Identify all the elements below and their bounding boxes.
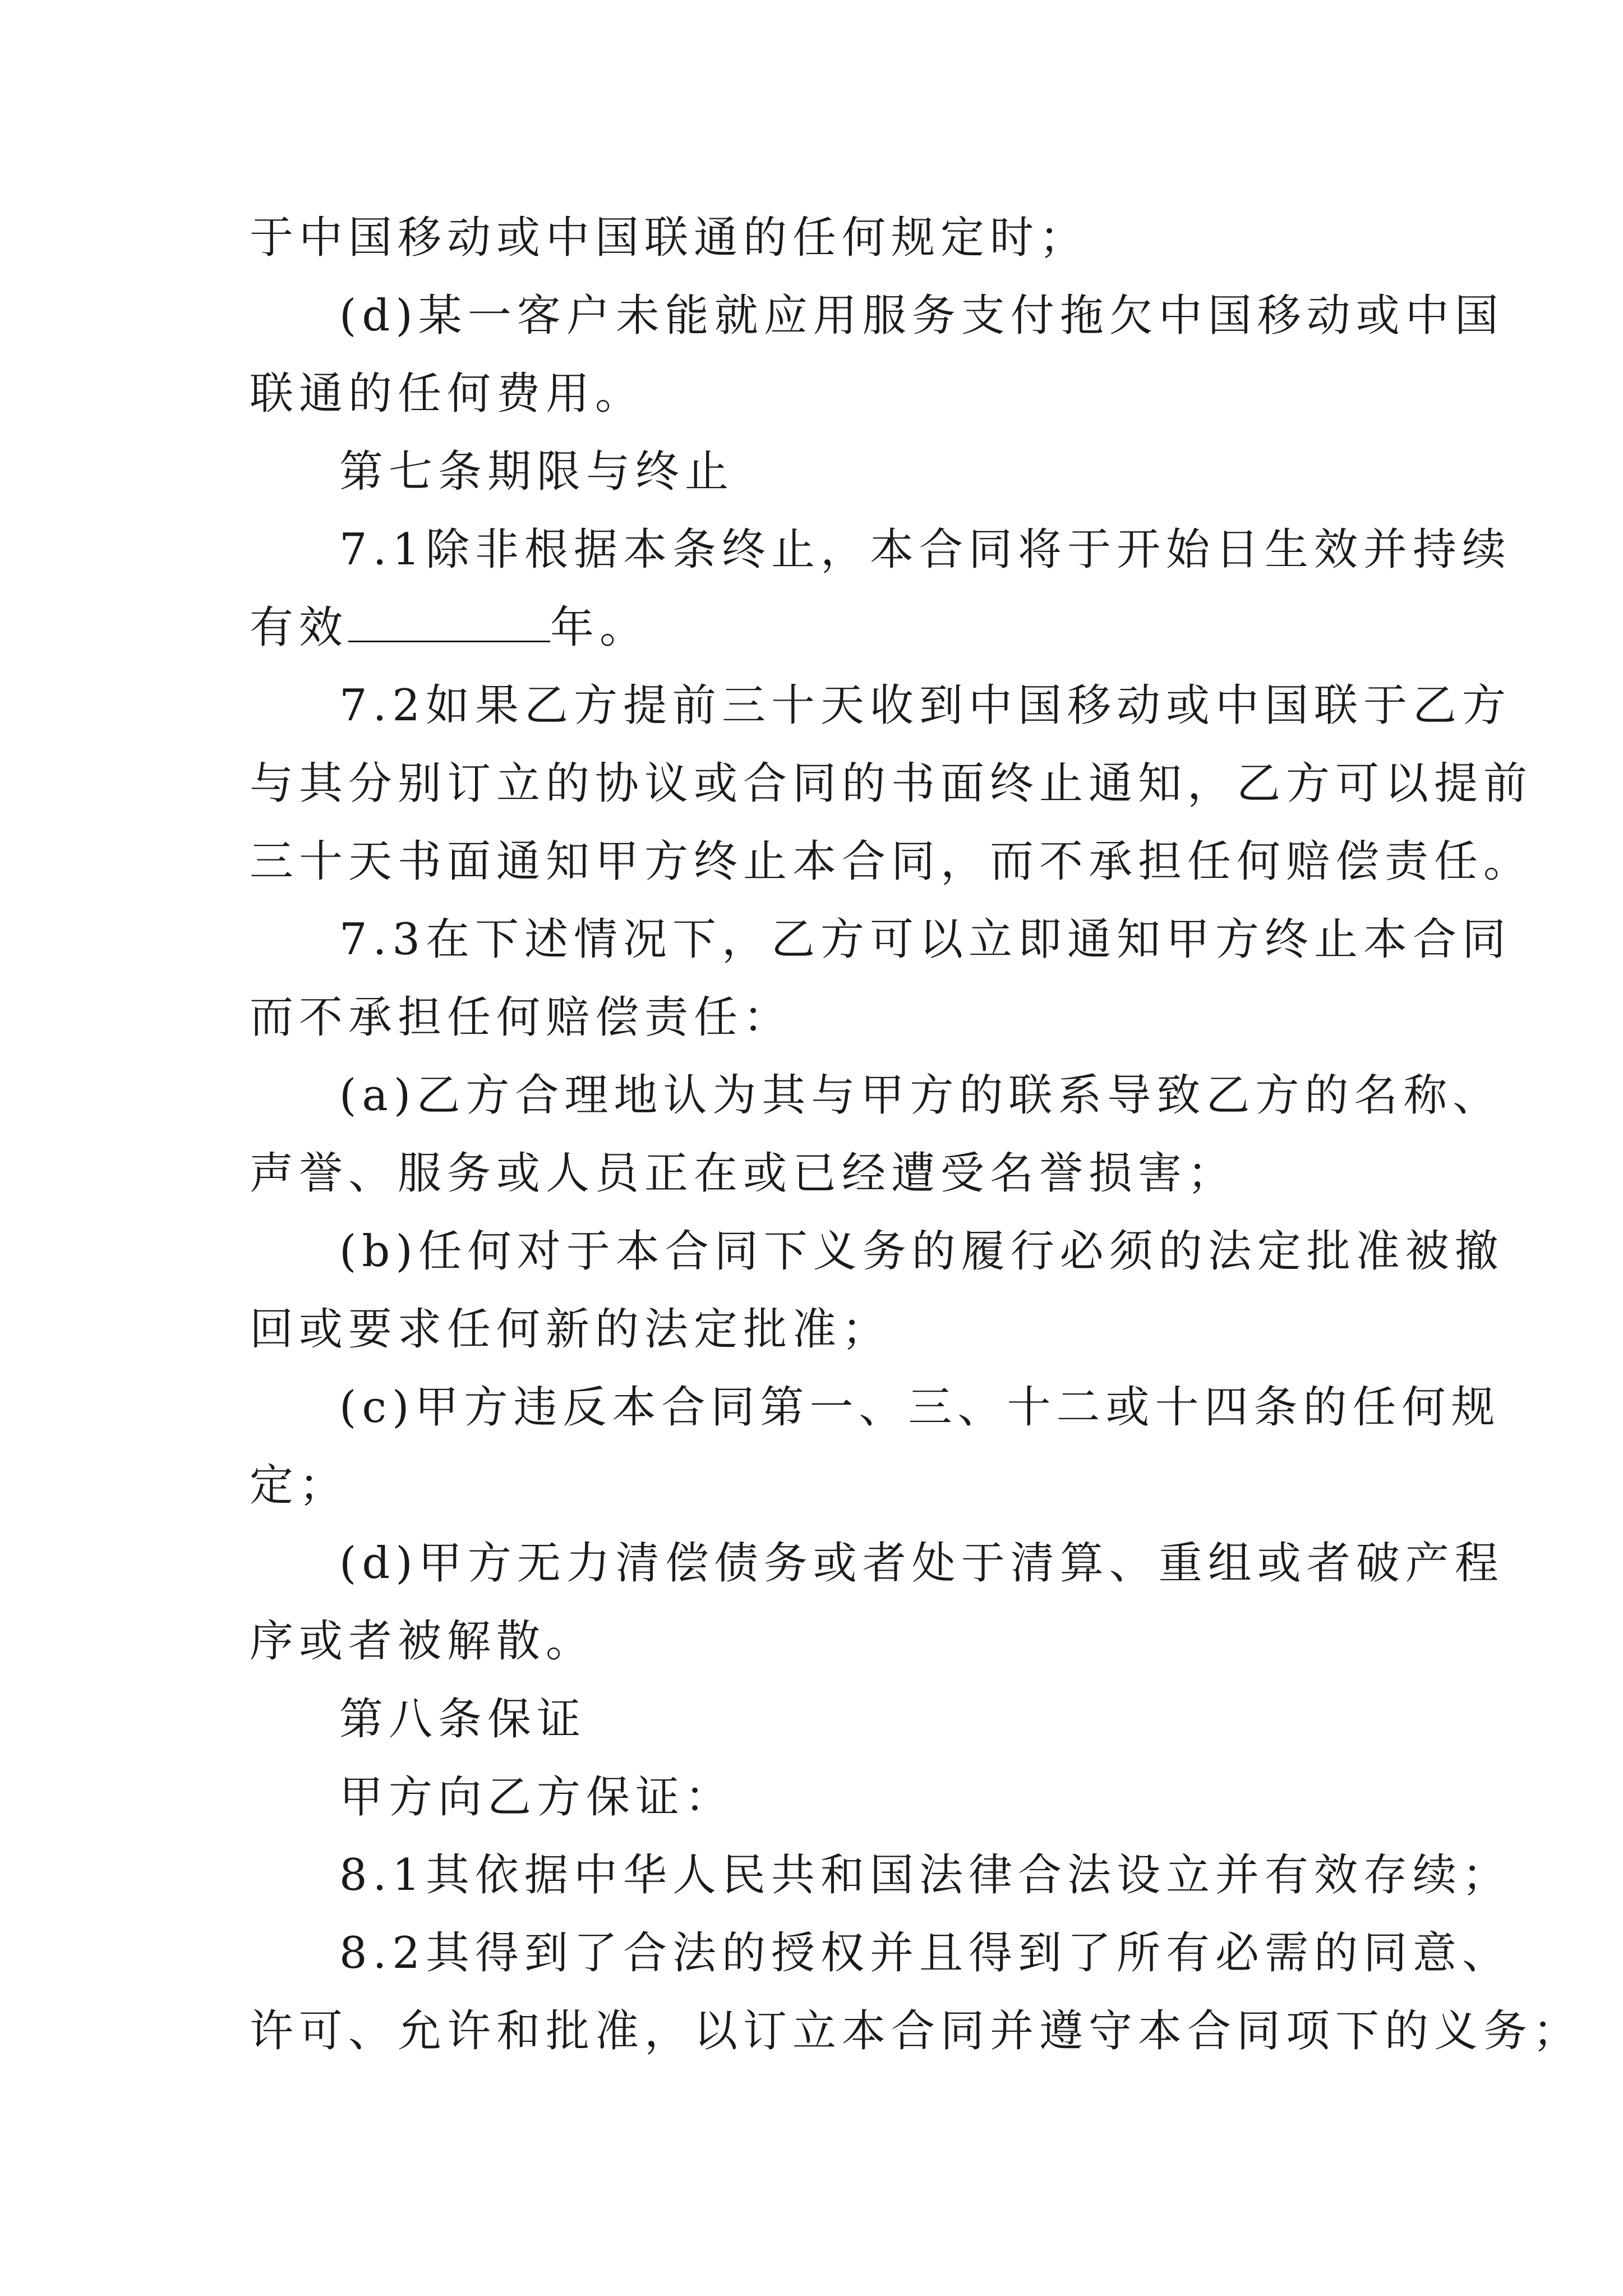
clause-8-1: 8.1其依据中华人民共和国法律合法设立并有效存续； xyxy=(339,1850,1512,1901)
text-line: 联通的任何费用。 xyxy=(250,369,645,419)
clause-d: (d)某一客户未能就应用服务支付拖欠中国移动或中国 xyxy=(339,291,1504,341)
text-line-term xyxy=(250,589,1388,667)
term-years-blank[interactable] xyxy=(348,601,550,642)
text-line: 定； xyxy=(250,1460,349,1511)
text-line: 与其分别订立的协议或合同的书面终止通知，乙方可以提前 xyxy=(250,758,1533,809)
text-line: 许可、允许和批准，以订立本合同并遵守本合同项下的义务； xyxy=(250,2006,1583,2056)
text-line: 声誉、服务或人员正在或已经遭受名誉损害； xyxy=(250,1148,1237,1199)
text-line: 而不承担任何赔偿责任： xyxy=(250,992,793,1043)
clause-7-1: 7.1除非根据本条终止，本合同将于开始日生效并持续 xyxy=(339,524,1512,575)
clause-d-2: (d)甲方无力清偿债务或者处于清算、重组或者破产程 xyxy=(339,1538,1504,1589)
document-body xyxy=(250,199,1583,2070)
article-7-heading: 第七条期限与终止 xyxy=(339,447,735,497)
clause-7-3: 7.3在下述情况下，乙方可以立即通知甲方终止本合同 xyxy=(339,914,1512,965)
text-line: 回或要求任何新的法定批准； xyxy=(250,1304,892,1355)
text-line: 三十天书面通知甲方终止本合同，而不承担任何赔偿责任。 xyxy=(250,836,1533,887)
clause-8-2: 8.2其得到了合法的授权并且得到了所有必需的同意、 xyxy=(339,1928,1512,1978)
text-line: 于中国移动或中国联通的任何规定时； xyxy=(250,213,1089,263)
clause-a: (a)乙方合理地认为其与甲方的联系导致乙方的名称、 xyxy=(339,1070,1502,1121)
text-line: 序或者被解散。 xyxy=(250,1616,596,1667)
term-prefix: 有效 xyxy=(250,602,349,653)
clause-c: (c)甲方违反本合同第一、三、十二或十四条的任何规 xyxy=(339,1382,1501,1433)
warranty-intro: 甲方向乙方保证： xyxy=(339,1772,735,1823)
clause-b: (b)任何对于本合同下义务的履行必须的法定批准被撤 xyxy=(339,1226,1504,1277)
term-suffix: 年。 xyxy=(550,602,649,653)
article-8-heading: 第八条保证 xyxy=(339,1694,587,1745)
clause-7-2: 7.2如果乙方提前三十天收到中国移动或中国联于乙方 xyxy=(339,680,1512,731)
